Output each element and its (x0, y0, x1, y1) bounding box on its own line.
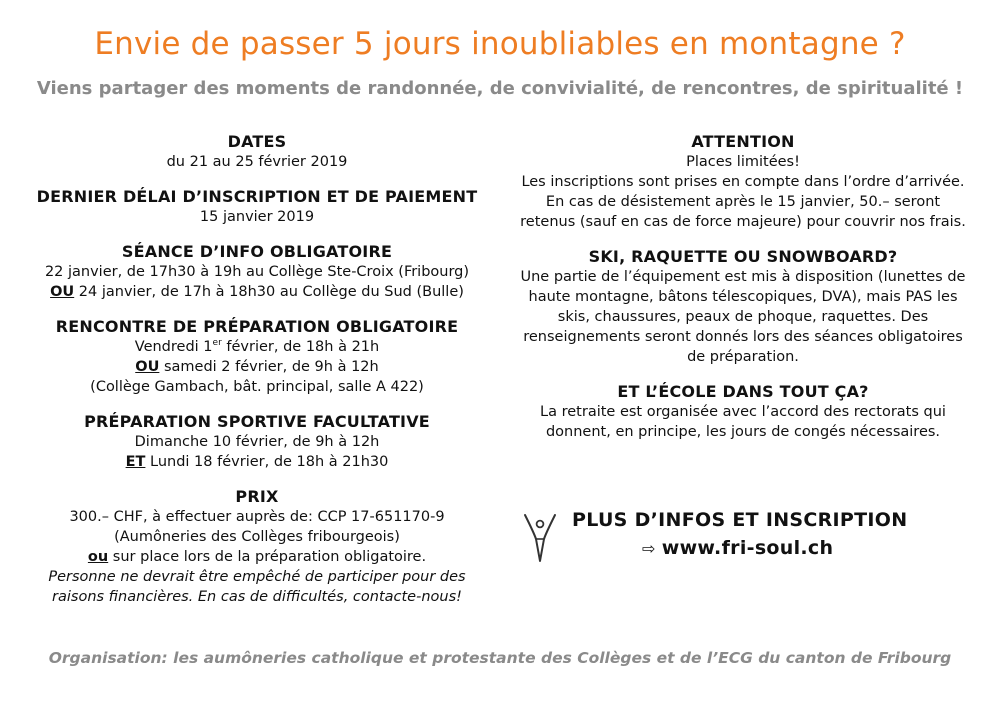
price-note-2: raisons financières. En cas de difficultés, contacte-nous! (52, 589, 462, 605)
left-column (14, 132, 500, 622)
person-arms-up-icon (522, 513, 558, 573)
info-session-heading: SÉANCE D’INFO OBLIGATOIRE (121, 242, 393, 261)
equipment-line-4: renseignements seront donnés lors des séances obligatoires (523, 329, 963, 345)
equipment-line-3: skis, chaussures, peaux de phoque, raquettes. Des (557, 309, 929, 325)
attention-section (500, 132, 986, 232)
deadline-heading: DERNIER DÉLAI D’INSCRIPTION ET DE PAIEMENT (36, 187, 478, 206)
more-info-block (520, 509, 920, 569)
school-heading: ET L’ÉCOLE DANS TOUT ÇA? (617, 382, 869, 401)
attention-line-3: En cas de désistement après le 15 janvier, 50.– seront (545, 194, 941, 210)
prep-meeting-line-1-text: février, de 18h à 21h (221, 339, 380, 355)
sport-prep-section (14, 412, 500, 472)
prep-meeting-day: Vendredi 1 (134, 339, 213, 355)
price-or-label: ou (87, 549, 109, 565)
page-title: Envie de passer 5 jours inoubliables en montagne ? (94, 26, 906, 62)
attention-line-4: retenus (sauf en cas de force majeure) pour couvrir nos frais. (520, 214, 966, 230)
info-session-or-label: OU (50, 284, 75, 300)
price-note-1: Personne ne devrait être empêché de participer pour des (48, 569, 466, 585)
info-session-line-2 (14, 282, 500, 302)
right-column (500, 132, 986, 457)
price-heading: PRIX (235, 487, 279, 506)
prep-meeting-section (14, 317, 500, 397)
equipment-section (500, 247, 986, 367)
attention-line-1: Places limitées! (686, 154, 800, 170)
attention-line-2: Les inscriptions sont prises en compte dans l’ordre d’arrivée. (521, 174, 965, 190)
prep-meeting-line-1 (14, 337, 500, 357)
price-line-2: (Aumôneries des Collèges fribourgeois) (114, 529, 400, 545)
equipment-line-5: de préparation. (687, 349, 799, 365)
sport-prep-line-2 (14, 452, 500, 472)
website-link-text[interactable]: www.fri-soul.ch (661, 537, 834, 559)
equipment-heading: SKI, RAQUETTE OU SNOWBOARD? (588, 247, 898, 266)
prep-meeting-heading: RENCONTRE DE PRÉPARATION OBLIGATOIRE (55, 317, 459, 336)
prep-meeting-or-label: OU (135, 359, 160, 375)
sport-prep-line-2-text: Lundi 18 février, de 18h à 21h30 (145, 454, 389, 470)
equipment-line-1: Une partie de l’équipement est mis à disposition (lunettes de (520, 269, 966, 285)
sport-prep-and-label: ET (125, 454, 146, 470)
prep-meeting-line-2 (14, 357, 500, 377)
info-session-line-1: 22 janvier, de 17h30 à 19h au Collège Ste-Croix (Fribourg) (44, 264, 470, 280)
sport-prep-heading: PRÉPARATION SPORTIVE FACULTATIVE (84, 412, 430, 431)
attention-heading: ATTENTION (691, 132, 795, 151)
price-section (14, 487, 500, 607)
dates-heading: DATES (227, 132, 287, 151)
prep-meeting-ordinal: er (212, 338, 222, 349)
footer-organisation: Organisation: les aumôneries catholique et protestante des Collèges et de l’ECG du canton de Fribourg (48, 649, 952, 667)
prep-meeting-location: (Collège Gambach, bât. principal, salle A 422) (90, 379, 424, 395)
price-line-3 (14, 547, 500, 567)
school-line-1: La retraite est organisée avec l’accord des rectorats qui (540, 404, 946, 420)
price-line-1: 300.– CHF, à effectuer auprès de: CCP 17-651170-9 (69, 509, 445, 525)
website-link[interactable] (642, 537, 833, 559)
arrow-right-icon: ⇨ (642, 539, 656, 558)
info-session-line-2-text: 24 janvier, de 17h à 18h30 au Collège du Sud (Bulle) (74, 284, 464, 300)
deadline-section (14, 187, 500, 227)
page-subtitle: Viens partager des moments de randonnée, de convivialité, de rencontres, de spiritualité ! (36, 78, 964, 99)
school-section (500, 382, 986, 442)
more-info-heading: PLUS D’INFOS ET INSCRIPTION (572, 509, 908, 531)
info-session-section (14, 242, 500, 302)
deadline-text: 15 janvier 2019 (199, 209, 315, 225)
dates-text: du 21 au 25 février 2019 (166, 154, 348, 170)
school-line-2: donnent, en principe, les jours de congés nécessaires. (545, 424, 941, 440)
price-line-3-text: sur place lors de la préparation obligatoire. (108, 549, 427, 565)
dates-section (14, 132, 500, 172)
equipment-line-2: haute montagne, bâtons télescopiques, DVA), mais PAS les (528, 289, 958, 305)
sport-prep-line-1: Dimanche 10 février, de 9h à 12h (134, 434, 380, 450)
prep-meeting-line-2-text: samedi 2 février, de 9h à 12h (159, 359, 379, 375)
